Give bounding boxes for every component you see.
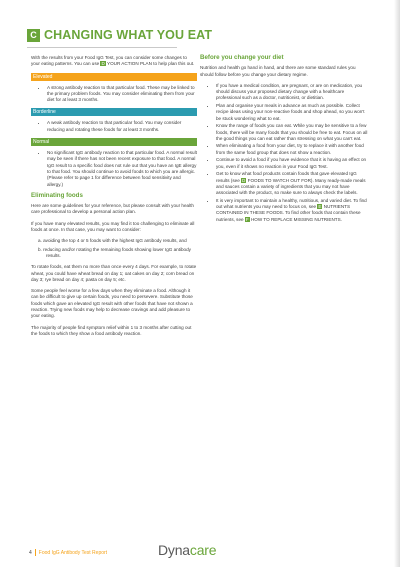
eliminating-foods-heading: Eliminating foods (31, 191, 83, 199)
elevated-list (31, 85, 197, 104)
page-edge-shadow (394, 0, 400, 567)
options-list (31, 238, 197, 259)
page-number: 4 (29, 549, 32, 556)
paragraph: Some people feel worse for a few days when they eliminate a food. Although it can be difficult to give up certain foods, you need to persevere. Substitute those foods which gave an elevated IgG result with other foods that have not shown a reaction. Trying new foods may help to decrease cravings and add pleasure to your eating. (31, 288, 193, 319)
list-item: • Know the range of foods you can eat. While you may be sensitive to a few foods, there will be many foods that you should be free to eat. Focus on all the good things you can eat rather than stressing on what you can't eat. (216, 123, 368, 142)
left-column (31, 55, 197, 342)
paragraph: The majority of people find symptom relief within 1 to 3 months after cutting out the foods to which they show a food antibody reaction. (31, 324, 192, 336)
list-item: • A weak antibody reaction to that particular food. You may consider reducing and rotating these foods for at least 3 months. (47, 120, 197, 133)
list-item: a. avoiding the top 4 or 5 foods with the highest IgG antibody results, and (38, 238, 187, 244)
section-reference-badge[interactable]: D (101, 61, 105, 67)
before-you-change-heading: Before you change your diet (200, 54, 284, 61)
rules-list (200, 83, 368, 223)
list-item: • Plan and organise your meals in advance as much as possible. Collect recipe ideas using your non-reactive foods and shop ahead, so you won't be stuck wondering what to eat. (216, 103, 368, 122)
section-title: CHANGING WHAT YOU EAT (44, 28, 213, 42)
paragraph: To rotate foods, eat them no more than once every 4 days. For example, to rotate wheat, you could have wheat bread on day 1; oat cakes on day 2; corn bread on day 3; rye bread on day 4; pasta on day 5; etc. (31, 264, 197, 282)
action-plan-link[interactable]: YOUR ACTION PLAN (107, 61, 152, 67)
list-item: • If you have a medical condition, are pregnant, or are on medication, you should discuss your proposed dietary change with a healthcare professional such as a doctor, nutritionist, or dietitian. (216, 83, 368, 102)
footer-separator (35, 549, 36, 556)
list-item: • When eliminating a food from your diet, try to replace it with another food from the same food group that does not show a reaction. (216, 143, 368, 156)
borderline-bar: Borderline (31, 108, 197, 116)
page-footer (29, 549, 107, 556)
list-item: • It is very important to maintain a healthy, nutritious, and varied diet. To find out what nutrients you may need to focus on, see E NUTRIENTS CONTAINED IN THESE FOODS. To find other foods that contain these nutrients, see F HOW TO REPLACE MISSING NUTRIENTS. (216, 198, 368, 223)
section-reference-badge[interactable]: D (242, 177, 246, 183)
list-item: b. reducing and/or rotating the remaining foods showing lower IgG antibody results. (38, 246, 191, 258)
section-reference-badge[interactable]: E (318, 204, 322, 210)
list-item: • A strong antibody reaction to that particular food. These may be linked to the primary problem foods. You may consider eliminating them from your diet for at least 3 months. (47, 85, 197, 104)
dynacare-logo: Dynacare (158, 542, 217, 558)
right-column (200, 55, 368, 228)
list-item: • Get to know what food products contain foods that gave elevated IgG results (see D FOODS TO WATCH OUT FOR). Many ready-made meals and sauces contain a variety of ingredients that you may not have associated with the product, so make sure to always check the labels. (216, 171, 368, 196)
header-divider (27, 47, 177, 48)
normal-bar: Normal (31, 138, 197, 146)
intro-paragraph: With the results from your Food IgG Test, you can consider some changes to your eating patterns. You can use D YOUR ACTION PLAN to help plan this out. (31, 55, 195, 67)
normal-list (31, 150, 197, 188)
paragraph: Nutrition and health go hand in hand, and there are some standard rules you should follow before you change your dietary regime. (200, 65, 356, 77)
paragraph: Here are some guidelines for your reference, but please consult with your health care professional to develop a personal action plan. (31, 203, 194, 215)
section-header (27, 27, 212, 43)
section-reference-badge[interactable]: F (245, 216, 249, 222)
list-item: • No significant IgG antibody reaction to that particular food. A normal result may be seen if there has not been recent exposure to that food. A normal IgG result to a specific food does not rule out that you have an IgE allergy to that food. You should continue to avoid foods to which you are allergic. (Please refer to page 1 for difference between food sensitivity and allergy.) (47, 150, 197, 188)
borderline-list (31, 120, 197, 133)
paragraph: If you have many elevated results, you may find it too challenging to eliminate all foods at once. In that case, you may want to consider: (31, 220, 195, 233)
section-badge: C (27, 29, 40, 42)
elevated-bar: Elevated (31, 73, 197, 81)
list-item: • Continue to avoid a food if you have evidence that it is having an effect on you, even if it shows no reaction in your Food IgG Test. (216, 157, 368, 170)
report-name: Food IgG Antibody Test Report (38, 549, 108, 556)
